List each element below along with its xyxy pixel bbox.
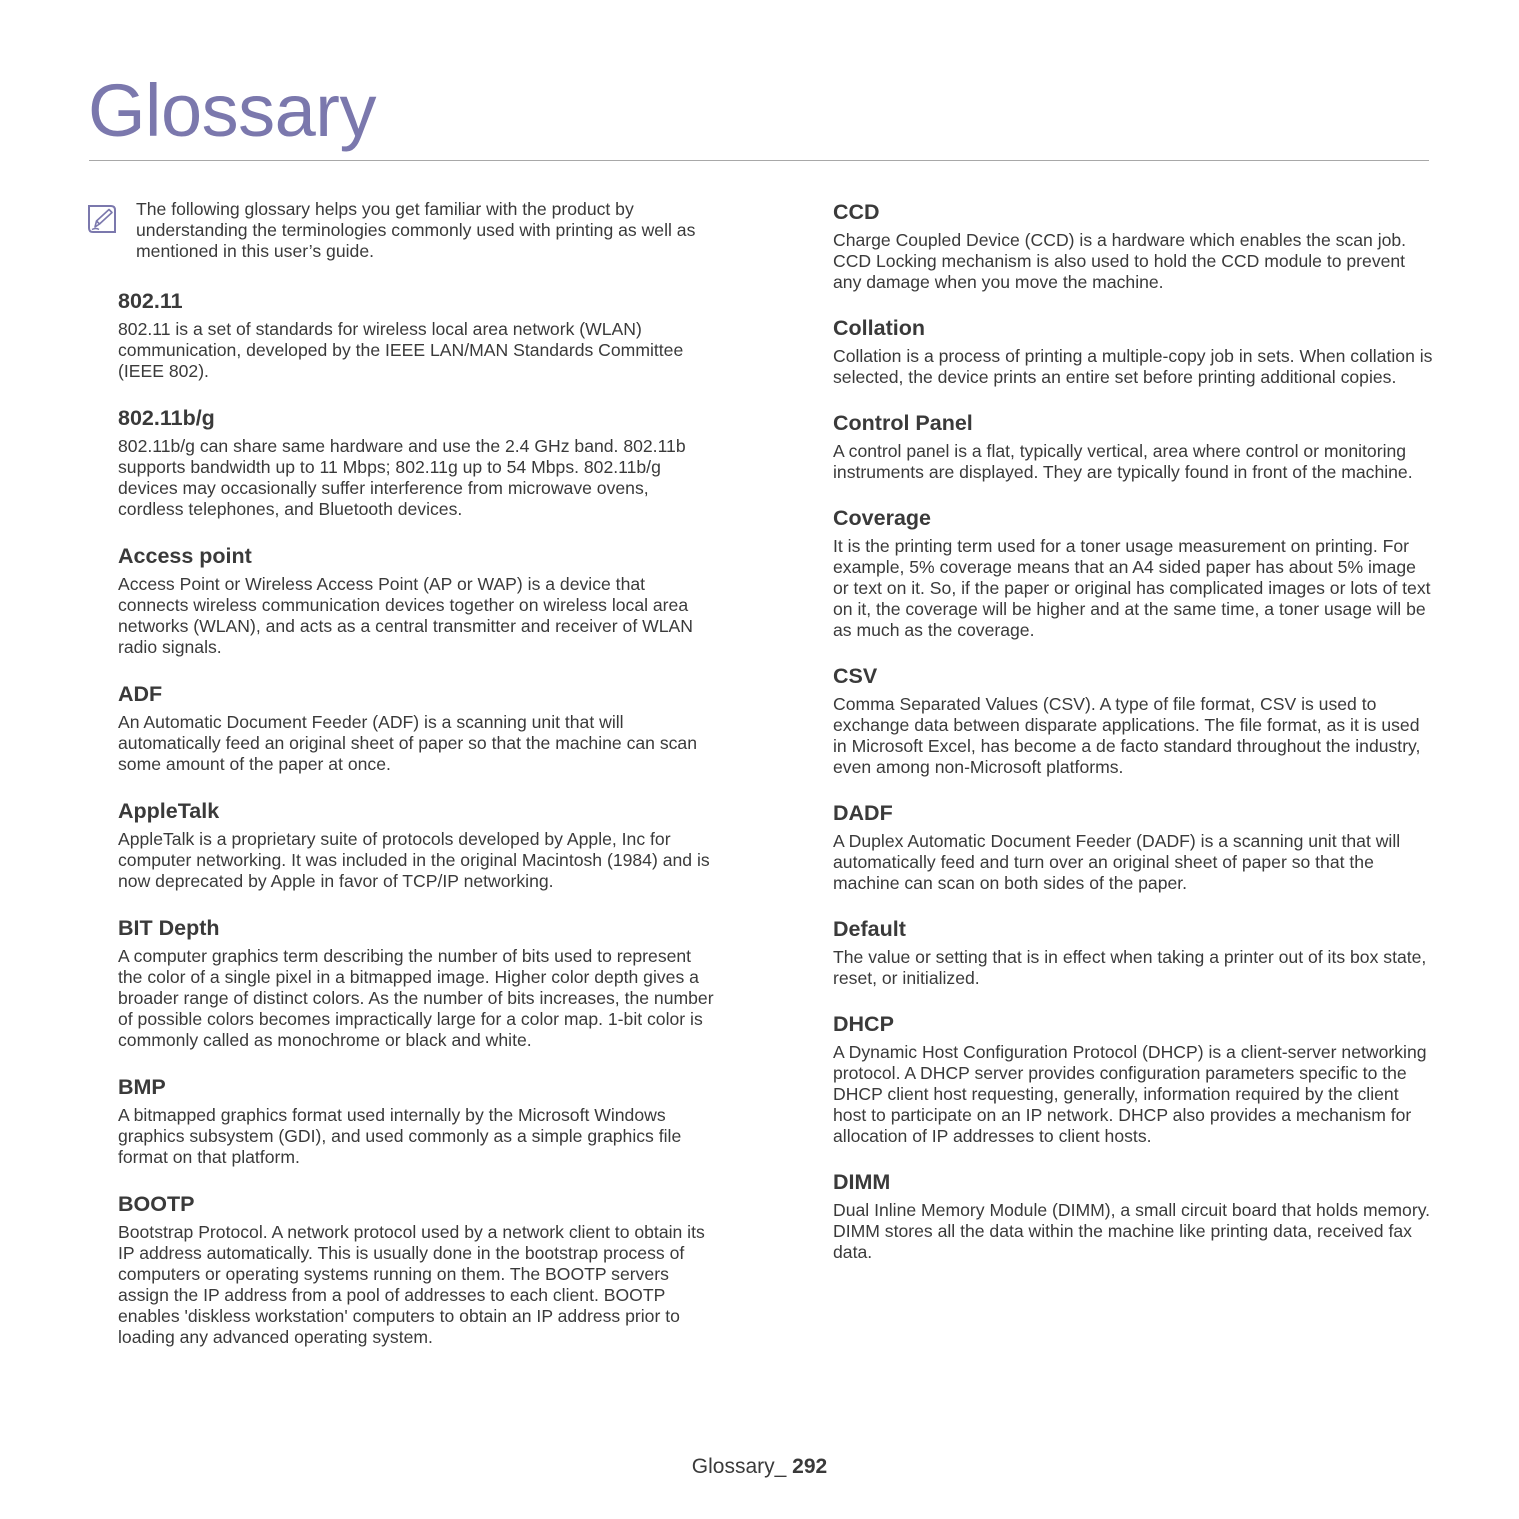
entry-term: DIMM bbox=[833, 1170, 891, 1194]
entry-term: BIT Depth bbox=[118, 916, 220, 940]
entry-term: CSV bbox=[833, 664, 878, 688]
entry-term: Access point bbox=[118, 544, 252, 568]
title-divider bbox=[89, 160, 1429, 161]
entry-definition: A bitmapped graphics format used internally by the Microsoft Windows graphics subsystem (GDI), and used commonly as a simple graphics file format on that platform. bbox=[118, 1105, 682, 1167]
entry-term: ADF bbox=[118, 682, 163, 706]
glossary-entry-bootp bbox=[118, 1191, 718, 1348]
glossary-entry-csv bbox=[833, 663, 1433, 778]
entry-term: Coverage bbox=[833, 506, 931, 530]
glossary-entry-bit-depth bbox=[118, 915, 718, 1051]
glossary-entry-dimm bbox=[833, 1169, 1433, 1263]
entry-definition: Charge Coupled Device (CCD) is a hardware which enables the scan job. CCD Locking mechanism is also used to hold the CCD module to prevent any damage when you move the machine. bbox=[833, 230, 1407, 292]
entry-definition: An Automatic Document Feeder (ADF) is a scanning unit that will automatically feed an original sheet of paper so that the machine can scan some amount of the paper at once. bbox=[118, 712, 697, 774]
right-column bbox=[833, 199, 1433, 1285]
entry-definition: A Duplex Automatic Document Feeder (DADF) is a scanning unit that will automatically feed and turn over an original sheet of paper so that the machine can scan on both sides of the paper. bbox=[833, 831, 1401, 893]
entry-term: Control Panel bbox=[833, 411, 973, 435]
entry-definition: AppleTalk is a proprietary suite of protocols developed by Apple, Inc for computer networking. It was included in the original Macintosh (1984) and is now deprecated by Apple in favor of TCP/IP networking. bbox=[118, 829, 710, 891]
entry-definition: A computer graphics term describing the number of bits used to represent the color of a single pixel in a bitmapped image. Higher color depth gives a broader range of distinct colors. As the number of bits increases, the number of possible colors becomes impractically large for a color map. 1-bit color is commonly called as monochrome or black and white. bbox=[118, 946, 714, 1050]
entry-definition: Access Point or Wireless Access Point (AP or WAP) is a device that connects wireless communication devices together on wireless local area networks (WLAN), and acts as a central transmitter and receiver of WLAN radio signals. bbox=[118, 574, 693, 657]
entry-definition: Collation is a process of printing a multiple-copy job in sets. When collation is selected, the device prints an entire set before printing additional copies. bbox=[833, 346, 1433, 387]
entry-term: 802.11 bbox=[118, 289, 183, 313]
entry-definition: Comma Separated Values (CSV). A type of file format, CSV is used to exchange data between disparate applications. The file format, as it is used in Microsoft Excel, has become a de facto standard throughout the industry, even among non-Microsoft platforms. bbox=[833, 694, 1421, 777]
note-pencil-icon bbox=[86, 203, 118, 235]
entry-term: BOOTP bbox=[118, 1192, 195, 1216]
entry-definition: It is the printing term used for a toner usage measurement on printing. For example, 5% coverage means that an A4 sided paper has about 5% image or text on it. So, if the paper or original has complicated images or lots of text on it, the coverage will be higher and at the same time, a toner usage will be as much as the coverage. bbox=[833, 536, 1431, 640]
glossary-entry-access-point bbox=[118, 543, 718, 658]
glossary-entry-802-11bg bbox=[118, 405, 718, 520]
glossary-entry-appletalk bbox=[118, 798, 718, 892]
page-number: 292 bbox=[792, 1455, 828, 1478]
entry-definition: 802.11b/g can share same hardware and use the 2.4 GHz band. 802.11b supports bandwidth up to 11 Mbps; 802.11g up to 54 Mbps. 802.11b/g devices may occasionally suffer interference from microwave ovens, cordless telephones, and Bluetooth devices. bbox=[118, 436, 686, 519]
entry-term: BMP bbox=[118, 1075, 166, 1099]
glossary-entry-adf bbox=[118, 681, 718, 775]
glossary-entry-bmp bbox=[118, 1074, 718, 1168]
glossary-entry-dadf bbox=[833, 800, 1433, 894]
entry-definition: Dual Inline Memory Module (DIMM), a small circuit board that holds memory. DIMM stores all the data within the machine like printing data, received fax data. bbox=[833, 1200, 1431, 1262]
glossary-entry-control-panel bbox=[833, 410, 1433, 483]
glossary-entry-dhcp bbox=[833, 1011, 1433, 1147]
entry-term: CCD bbox=[833, 200, 880, 224]
glossary-entry-802-11 bbox=[118, 288, 718, 382]
entry-definition: A Dynamic Host Configuration Protocol (DHCP) is a client-server networking protocol. A DHCP server provides configuration parameters specific to the DHCP client host requesting, generally, information required by the client host to participate on an IP network. DHCP also provides a mechanism for allocation of IP addresses to client hosts. bbox=[833, 1042, 1427, 1146]
intro-note-text: The following glossary helps you get familiar with the product by understanding the terminologies commonly used with printing as well as mentioned in this user’s guide. bbox=[136, 199, 696, 261]
entry-term: 802.11b/g bbox=[118, 406, 215, 430]
footer-section-label: Glossary_ bbox=[691, 1455, 793, 1478]
entry-term: Collation bbox=[833, 316, 925, 340]
glossary-entry-coverage bbox=[833, 505, 1433, 641]
glossary-entry-ccd bbox=[833, 199, 1433, 293]
left-column bbox=[118, 199, 718, 1371]
entry-term: AppleTalk bbox=[118, 799, 220, 823]
entry-term: Default bbox=[833, 917, 906, 941]
page-footer bbox=[0, 1453, 1519, 1481]
intro-note bbox=[136, 199, 721, 262]
entry-definition: The value or setting that is in effect when taking a printer out of its box state, reset, or initialized. bbox=[833, 947, 1427, 988]
entry-term: DADF bbox=[833, 801, 893, 825]
entry-term: DHCP bbox=[833, 1012, 894, 1036]
entry-definition: Bootstrap Protocol. A network protocol used by a network client to obtain its IP address automatically. This is usually done in the bootstrap process of computers or operating systems running on them. The BOOTP servers assign the IP address from a pool of addresses to each client. BOOTP enables 'diskless workstation' computers to obtain an IP address prior to loading any advanced operating system. bbox=[118, 1222, 705, 1347]
entry-definition: 802.11 is a set of standards for wireless local area network (WLAN) communication, developed by the IEEE LAN/MAN Standards Committee (IEEE 802). bbox=[118, 319, 684, 381]
entry-definition: A control panel is a flat, typically vertical, area where control or monitoring instruments are displayed. They are typically found in front of the machine. bbox=[833, 441, 1413, 482]
glossary-entry-collation bbox=[833, 315, 1433, 388]
page-title: Glossary bbox=[88, 69, 376, 152]
glossary-entry-default bbox=[833, 916, 1433, 989]
